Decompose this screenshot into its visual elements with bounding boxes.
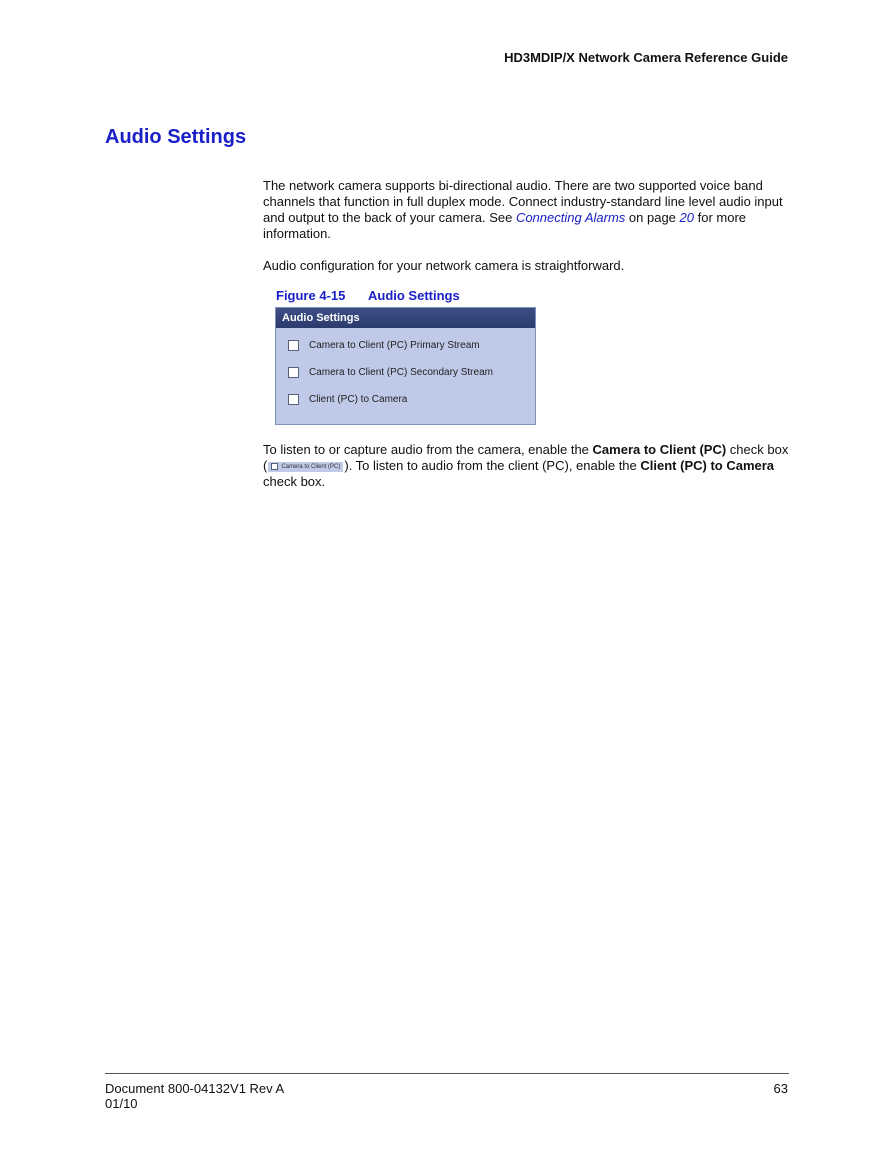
footer-doc-date: 01/10 — [105, 1096, 138, 1111]
page-20-link[interactable]: 20 — [679, 210, 694, 225]
checkbox-primary-stream[interactable] — [288, 340, 299, 351]
usage-text: check box ( — [263, 442, 789, 473]
inline-checkbox-image — [268, 462, 343, 472]
running-header: HD3MDIP/X Network Camera Reference Guide — [504, 50, 788, 65]
option-label: Camera to Client (PC) Primary Stream — [309, 339, 480, 351]
intro-text-mid: on page — [625, 210, 680, 225]
section-title: Audio Settings — [105, 126, 247, 148]
option-label: Camera to Client (PC) Secondary Stream — [309, 366, 493, 378]
connecting-alarms-link[interactable]: Connecting Alarms — [515, 210, 626, 225]
usage-text: To listen to or capture audio from the camera, enable the — [263, 442, 593, 457]
checkbox-client-to-camera[interactable] — [288, 394, 299, 405]
checkbox-secondary-stream[interactable] — [288, 367, 299, 378]
mini-checkbox-icon — [271, 463, 278, 470]
intro-text-end: for more information. — [263, 210, 746, 241]
config-paragraph: Audio configuration for your network camera is straightforward. — [263, 258, 625, 273]
usage-text: check box. — [263, 474, 326, 489]
inline-checkbox-label: Camera to Client (PC) — [281, 463, 341, 470]
panel-header: Audio Settings — [276, 308, 535, 328]
option-label: Client (PC) to Camera — [309, 393, 408, 405]
audio-settings-panel — [275, 307, 536, 425]
bold-client-to-camera: Client (PC) to Camera — [640, 458, 775, 473]
option-secondary-stream[interactable] — [288, 365, 493, 379]
intro-paragraph — [263, 178, 793, 242]
usage-text: ). To listen to audio from the client (PC), enable the — [344, 458, 641, 473]
usage-paragraph — [263, 442, 793, 490]
page-number: 63 — [773, 1081, 788, 1096]
option-primary-stream[interactable] — [288, 338, 480, 352]
footer-rule — [105, 1073, 789, 1074]
figure-number: Figure 4-15 — [276, 288, 346, 303]
bold-camera-to-client: Camera to Client (PC) — [592, 442, 727, 457]
intro-text: The network camera supports bi-directional audio. There are two supported voice band channels that function in full duplex mode. Connect industry-standard line level audio input and output to the back of your camera. See — [263, 178, 783, 225]
option-client-to-camera[interactable] — [288, 392, 407, 406]
footer-document-info — [105, 1081, 284, 1111]
figure-title: Audio Settings — [368, 288, 460, 303]
figure-caption — [276, 288, 460, 303]
footer-doc-number: Document 800-04132V1 Rev A — [105, 1081, 285, 1096]
